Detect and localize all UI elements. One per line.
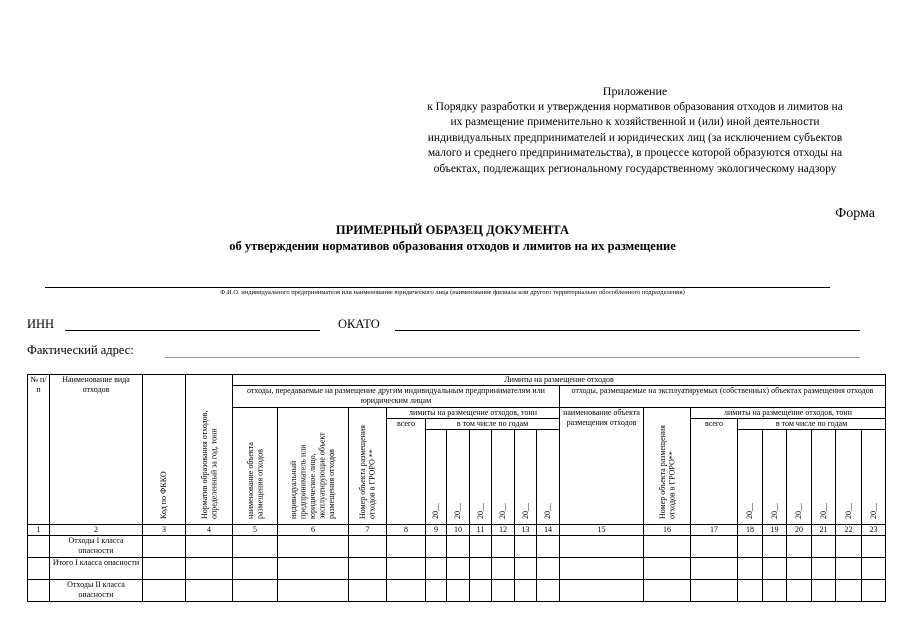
col-number: 2 [50,525,143,536]
col-number: 17 [691,525,738,536]
header-year: 20__ [475,502,485,519]
inn-label: ИНН [27,317,55,331]
header-by-year: в том числе по годам [426,419,560,430]
header-year-cell [537,430,560,525]
header-waste-name: Наименование вида отходов [50,375,143,525]
header-year-cell [738,430,763,525]
inn-field[interactable] [65,330,320,331]
appendix-line: индивидуальных предпринимателей и юридических лиц (за исключением субъектов [427,131,843,144]
header-norm-cell [186,375,233,525]
limits-table [27,374,886,602]
okato-field[interactable] [395,330,860,331]
col-number: 18 [738,525,763,536]
header-year: 20__ [745,502,755,519]
col-number: 20 [787,525,812,536]
header-year: 20__ [431,502,441,519]
col-number: 14 [537,525,560,536]
table-row [28,558,886,580]
header-groro: Номер объекта размещения отходов в ГРОРО ** [358,424,377,519]
header-operator-cell [278,408,349,525]
header-year: 20__ [769,502,779,519]
header-object-name: наименование объекта размещения отходов [245,441,264,519]
header-year: 20__ [453,502,463,519]
col-number: 8 [387,525,426,536]
header-object-name-2: наименование объекта размещения отходов [560,408,644,525]
header-total: всего [387,419,426,525]
header-year-cell [836,430,862,525]
col-number: 3 [143,525,186,536]
col-number: 22 [836,525,862,536]
address-label: Фактический адрес: [27,343,134,357]
col-number: 15 [560,525,644,536]
header-fkko-cell [143,375,186,525]
col-number: 13 [515,525,537,536]
header-year-cell [787,430,812,525]
fio-input-line[interactable] [45,287,830,288]
header-limits-tons: лимиты на размещение отходов, тонн [387,408,560,419]
appendix-block [395,84,875,178]
appendix-line: объектах, подлежащих региональному государственному экологическому надзору [433,162,837,175]
header-total-2: всего [691,419,738,525]
header-year: 20__ [543,502,553,519]
header-fkko: Код по ФККО [159,470,169,519]
header-groro-cell [349,408,387,525]
header-year-cell [862,430,886,525]
header-year-cell [492,430,515,525]
appendix-line: малого и среднего предпринимательства), в процессе которой образуются отходы на [427,147,843,160]
col-number: 1 [28,525,50,536]
header-year-cell [447,430,470,525]
col-number: 11 [470,525,492,536]
col-number: 16 [644,525,691,536]
okato-label: ОКАТО [338,317,380,331]
document-title: ПРИМЕРНЫЙ ОБРАЗЕЦ ДОКУМЕНТА [335,223,570,237]
table-row [28,536,886,558]
address-field[interactable] [165,357,860,358]
header-year-cell [515,430,537,525]
table-row [28,580,886,602]
header-object-name-cell [233,408,278,525]
header-year-cell [426,430,447,525]
row-label: Отходы II класса опасности [50,580,143,602]
col-number: 19 [763,525,787,536]
header-year: 20__ [843,502,853,519]
header-limits: Лимиты на размещение отходов [233,375,886,386]
document-subtitle: об утверждении нормативов образования отходов и лимитов на их размещение [229,239,676,253]
col-number: 21 [812,525,836,536]
document-title-block [0,222,905,254]
row-label: Итого I класса опасности [50,558,143,580]
fio-caption: Ф.И.О. индивидуального предпринимателя или наименование юридического лица (наименование филиала или другого территориально обособленного подразделения) [220,289,685,296]
header-transfer: отходы, передаваемые на размещение другим индивидуальным предпринимателям или юридическим лицам [233,386,560,408]
header-year-cell [812,430,836,525]
appendix-line: их размещение применительно к хозяйственной и (или) иной деятельности [450,116,820,129]
col-number: 4 [186,525,233,536]
col-number: 7 [349,525,387,536]
header-by-year-2: в том числе по годам [738,419,886,430]
col-number: 6 [278,525,349,536]
row-label: Отходы I класса опасности [50,536,143,558]
col-number: 12 [492,525,515,536]
header-own: отходы, размещаемые на эксплуатируемых (собственных) объектах размещения отходов [560,386,886,408]
header-year-cell [763,430,787,525]
col-number: 5 [233,525,278,536]
header-year: 20__ [520,502,530,519]
header-year: 20__ [868,502,878,519]
column-numbers-row [28,525,886,536]
header-year: 20__ [498,502,508,519]
header-operator: индивидуальный предприниматель или юридическое лицо, эксплуатирующие объект размещения отходов [289,431,337,519]
header-year-cell [470,430,492,525]
form-label: Форма [835,206,875,221]
col-number: 10 [447,525,470,536]
header-year: 20__ [818,502,828,519]
header-no: № п/п [28,375,50,525]
header-groro-2-cell [644,408,691,525]
appendix-line: к Порядку разработки и утверждения нормативов образования отходов и лимитов на [427,100,843,113]
header-groro-2: Номер объекта размещения отходов в ГРОРО** [657,424,676,519]
col-number: 23 [862,525,886,536]
appendix-title: Приложение [602,84,668,98]
col-number: 9 [426,525,447,536]
header-norm: Норматив образования отходов, определенный за год, тонн [199,410,218,519]
header-limits-tons-2: лимиты на размещение отходов, тонн [691,408,886,419]
header-year: 20__ [794,502,804,519]
